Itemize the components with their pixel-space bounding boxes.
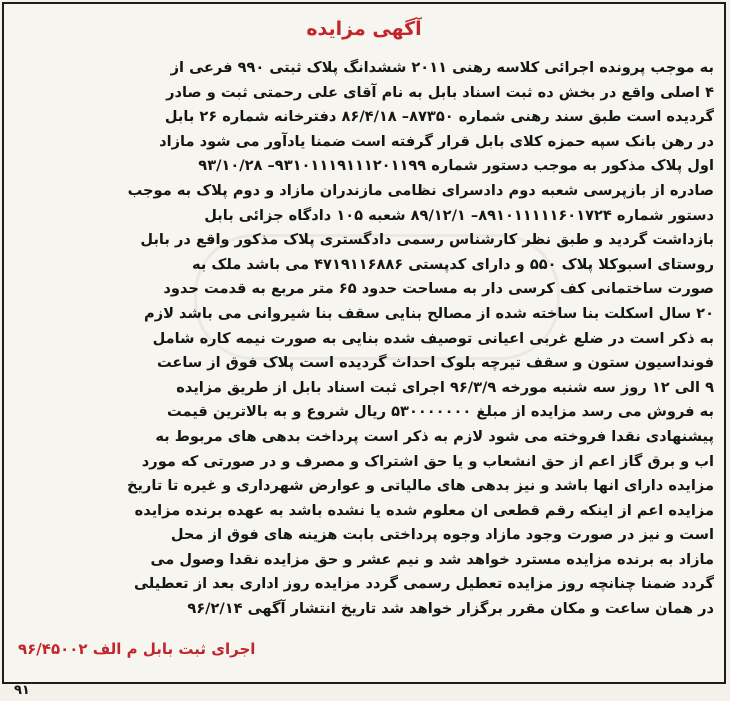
notice-line: صادره از بازپرسی شعبه دوم دادسرای نظامی مازندران مازاد و دوم پلاک به موجب <box>127 181 714 199</box>
notice-line: روستای اسبوکلا پلاک ۵۵۰ و دارای کدپستی ۴۷۱۹۱۱۶۸۸۶ می باشد ملک به <box>191 255 714 273</box>
notice-line: در همان ساعت و مکان مقرر برگزار خواهد شد تاریخ انتشار آگهی ۹۶/۲/۱۴ <box>187 600 714 618</box>
notice-title: آگهی مزایده <box>306 18 422 40</box>
notice-line: در رهن بانک سپه حمزه کلای بابل قرار گرفته است ضمنا یادآور می شود مازاد <box>159 132 714 150</box>
notice-line: گردد ضمنا چنانچه روز مزایده تعطیل رسمی گردد مزایده روز اداری بعد از تعطیلی <box>134 575 714 593</box>
notice-line: به ذکر است در ضلع غربی اعیانی توصیف شده بنایی به صورت نیمه کاره شامل <box>152 329 714 347</box>
notice-line: به فروش می رسد مزایده از مبلغ ۵۳۰۰۰۰۰۰۰ ریال شروع و به بالاترین قیمت <box>167 403 714 421</box>
notice-line: اب و برق گاز اعم از حق انشعاب و یا حق اشتراک و مصرف و در صورتی که مورد <box>141 452 714 470</box>
notice-line: گردیده است طبق سند رهنی شماره ۸۷۳۵۰– ۸۶/۴/۱۸ دفترخانه شماره ۲۶ بابل <box>164 108 714 126</box>
notice-line: مازاد به برنده مزایده مسترد خواهد شد و نیم عشر و حق مزایده نقدا وصول می <box>150 550 714 568</box>
notice-line: فونداسیون ستون و سقف تیرچه بلوک احداث گردیده است پلاک فوق از ساعت <box>156 354 714 372</box>
notice-line: بازداشت گردید و طبق نظر کارشناس رسمی دادگستری پلاک مذکور واقع در بابل <box>140 231 714 249</box>
notice-line: به موجب پرونده اجرائی کلاسه رهنی ۲۰۱۱ ششدانگ پلاک ثبتی ۹۹۰ فرعی از <box>170 59 714 76</box>
notice-line: ۴ اصلی واقع در بخش ده ثبت اسناد بابل به نام آقای علی رحمتی ثبت و صادر <box>166 83 714 101</box>
notice-line: مزایده دارای انها باشد و نیز بدهی های مالیاتی و عوارض شهرداری و غیره تا تاریخ <box>126 477 714 495</box>
notice-line: دستور شماره ۸۹۱۰۱۱۱۱۱۶۰۱۷۲۴– ۸۹/۱۲/۱ شعبه ۱۰۵ دادگاه جزائی بابل <box>204 206 714 224</box>
notice-frame <box>2 2 726 684</box>
notice-body <box>14 56 714 622</box>
notice-line: ۹ الی ۱۲ روز سه شنبه مورخه ۹۶/۳/۹ اجرای ثبت اسناد بابل از طریق مزایده <box>176 378 714 396</box>
notice-line: ۲۰ سال اسکلت بنا ساخته شده از مصالح بنایی سقف بنا شیروانی می باشد لازم <box>144 304 714 322</box>
notice-signature: اجرای ثبت بابل م الف ۹۶/۴۵۰۰۲ <box>18 640 256 658</box>
notice-line: اول پلاک مذکور به موجب دستور شماره ۹۳۱۰۱۱۱۹۱۱۱۲۰۱۱۹۹– ۹۳/۱۰/۲۸ <box>198 157 714 175</box>
notice-line: است و نیز در صورت وجود مازاد وجوه پرداختی بابت هزینه های فوق از محل <box>170 526 714 544</box>
page-number: ۹۱ <box>14 683 30 698</box>
notice-line: صورت ساختمانی کف کرسی دار به مساحت حدود ۶۵ متر مربع به قدمت حدود <box>163 280 714 298</box>
notice-line: مزایده اعم از اینکه رقم قطعی ان معلوم شده یا نشده باشد به عهده برنده مزایده <box>134 501 714 519</box>
notice-footer <box>18 640 710 658</box>
notice-line: پیشنهادی نقدا فروخته می شود لازم به ذکر است پرداخت بدهی های مربوط به <box>155 427 714 445</box>
